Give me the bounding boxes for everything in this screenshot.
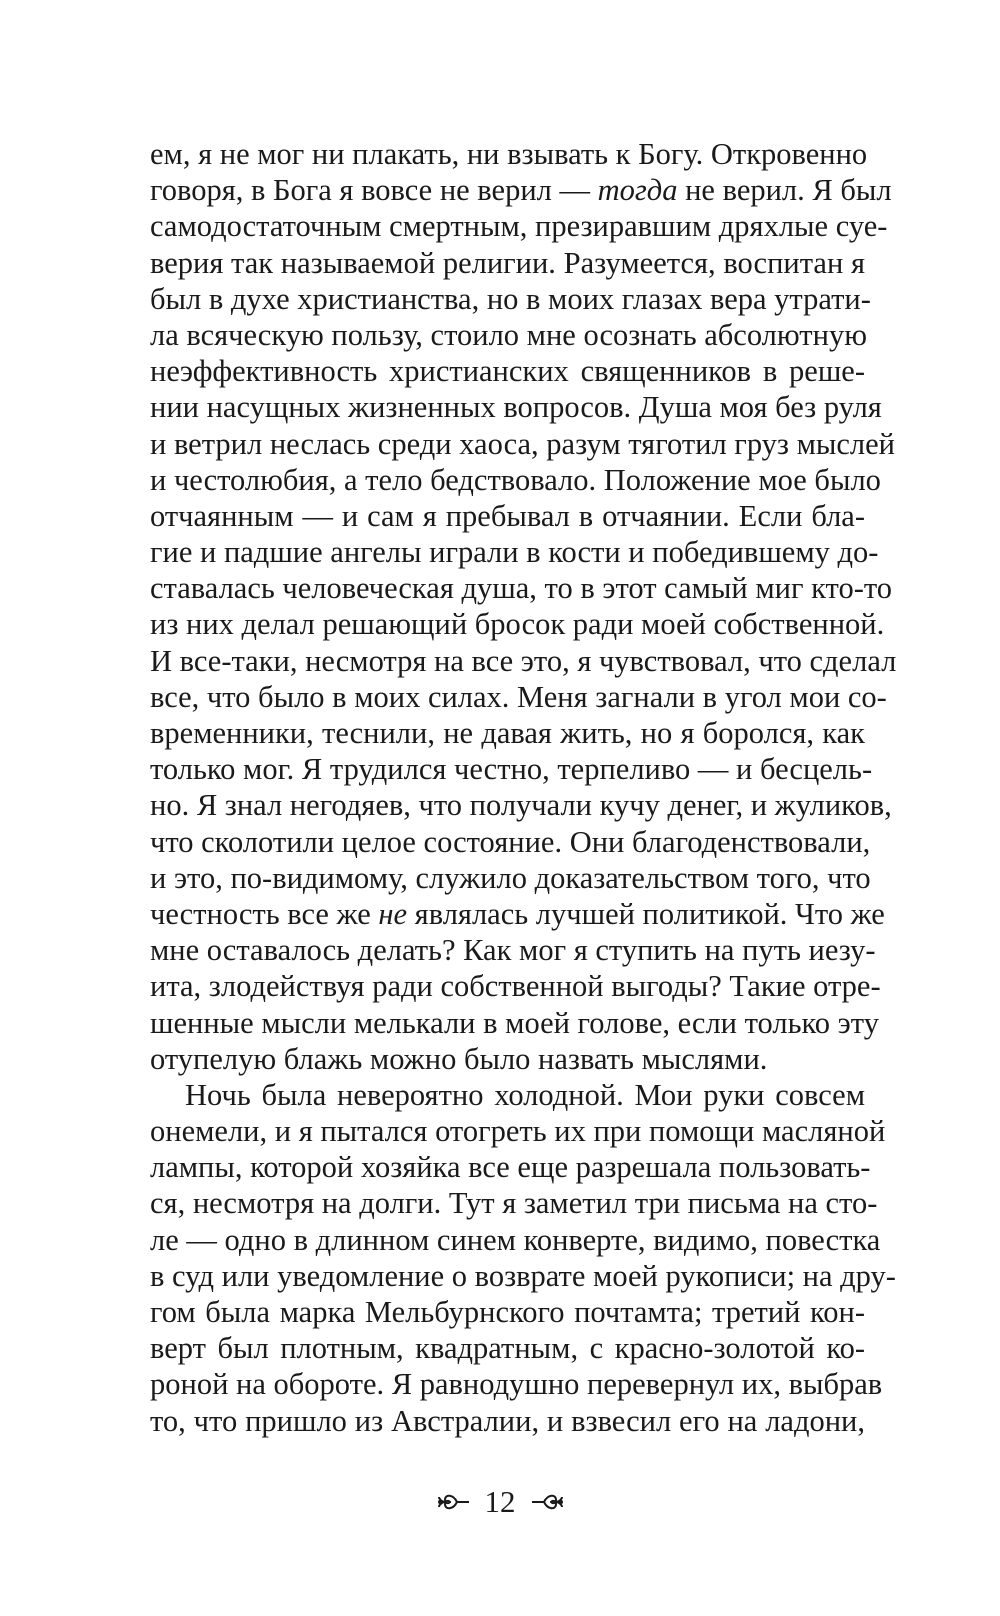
text-line: верт был плотным, квадратным, с красно-золотой ко-: [150, 1331, 865, 1366]
text-line: в суд или уведомление о возврате моей рукописи; на дру-: [150, 1258, 896, 1293]
text-line: только мог. Я трудился честно, терпеливо — и бесцель-: [150, 752, 873, 787]
text-line: все, что было в моих силах. Меня загнали в угол мои со-: [150, 679, 887, 714]
text-line: гом была марка Мельбурнского почтамта; третий кон-: [150, 1295, 865, 1329]
text-line: И все-таки, несмотря на все это, я чувствовал, что сделал: [150, 643, 897, 678]
text-line: лампы, которой хозяйка все еще разрешала пользовать-: [150, 1150, 871, 1185]
text-line: и это, по-видимому, служило доказательством того, что: [150, 860, 871, 895]
text-line: временники, теснили, не давая жить, но я боролся, как: [150, 716, 865, 750]
text-line: но. Я знал негодяев, что получали кучу денег, и жуликов,: [150, 788, 892, 823]
text-line: и честолюбия, а тело бедствовало. Положение мое было: [150, 462, 881, 497]
text-line: и ветрил неслась среди хаоса, разум тяготил груз мыслей: [150, 426, 896, 461]
text-line: что сколотили целое состояние. Они благоденствовали,: [150, 824, 871, 859]
text-line: роной на обороте. Я равнодушно перевернул их, выбрав: [150, 1367, 883, 1402]
text-line: гие и падшие ангелы играли в кости и победившему до-: [150, 535, 879, 570]
text-line: неэффективность христианских священников в реше-: [150, 354, 865, 389]
text-line: ставалась человеческая душа, то в этот самый миг кто-то: [150, 571, 893, 606]
text-line: честность все же не являлась лучшей политикой. Что же: [150, 896, 885, 931]
text-line: то, что пришло из Австралии, и взвесил его на ладони,: [150, 1403, 865, 1438]
text-line: из них делал решающий бросок ради моей собственной.: [150, 607, 885, 642]
text-line: отчаянным — и сам я пребывал в отчаянии. Если бла-: [150, 498, 865, 533]
text-line: ла всяческую пользу, стоило мне осознать абсолютную: [150, 317, 867, 352]
text-line: шенные мысли мелькали в моей голове, если только эту: [150, 1005, 879, 1040]
text-line: ле — одно в длинном синем конверте, видимо, повестка: [150, 1222, 881, 1257]
text-line: верия так называемой религии. Разумеется, воспитан я: [150, 245, 865, 280]
text-line: мне оставалось делать? Как мог я ступить на путь иезу-: [150, 933, 876, 968]
text-line: ита, злодействуя ради собственной выгоды? Такие отре-: [150, 969, 881, 1004]
page-body: [150, 136, 897, 1439]
text-line: нии насущных жизненных вопросов. Душа моя без руля: [150, 390, 882, 425]
page-number: 12: [484, 1484, 516, 1519]
page-folio: [0, 1482, 1000, 1522]
text-line: онемели, и я пытался отогреть их при помощи масляной: [150, 1114, 886, 1149]
emphasis: не: [378, 896, 408, 931]
text-line: говоря, в Бога я вовсе не верил — тогда не верил. Я был: [150, 173, 892, 208]
paragraph-end-line: отупелую блажь можно было назвать мыслями.: [150, 1041, 768, 1076]
text-line: ся, несмотря на долги. Тут я заметил три письма на сто-: [150, 1186, 878, 1221]
fleuron-left-icon: [437, 1490, 471, 1514]
text-line: ем, я не мог ни плакать, ни взывать к Богу. Откровенно: [150, 137, 868, 171]
fleuron-right-icon: [530, 1490, 564, 1514]
text-line: самодостаточным смертным, презиравшим дряхлые суе-: [150, 209, 888, 244]
paragraph-start-line: Ночь была невероятно холодной. Мои руки совсем: [185, 1077, 865, 1112]
emphasis: тогда: [597, 173, 678, 208]
text-line: был в духе христианства, но в моих глазах вера утрати-: [150, 281, 871, 316]
